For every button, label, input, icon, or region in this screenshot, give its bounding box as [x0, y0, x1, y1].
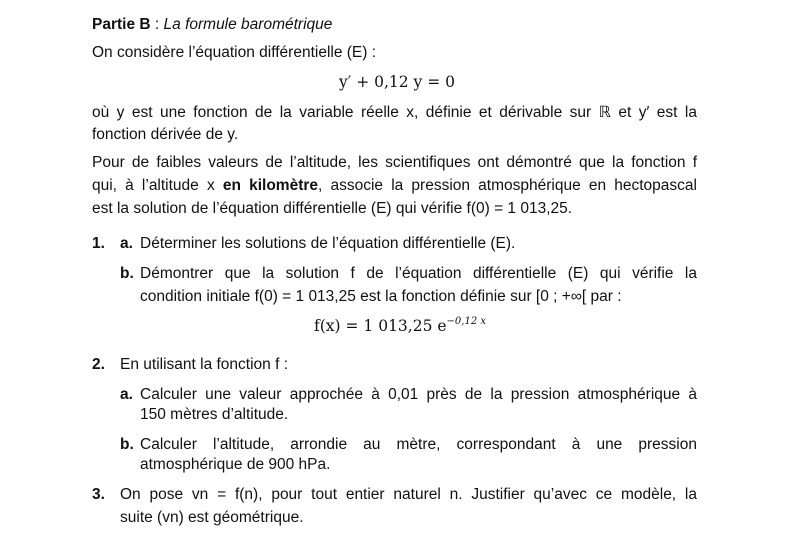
q2-text: En utilisant la fonction f :	[120, 356, 289, 373]
q1b-line-1: Démontrer que la solution f de l’équation différentielle (E) qui vérifie la	[140, 265, 697, 282]
q2b-line-2: atmosphérique de 900 hPa.	[140, 456, 331, 473]
q2a-label: a.	[120, 386, 133, 403]
q1-formula-exponent: −0,12 x	[446, 316, 487, 327]
q3-line-1: On pose vn = f(n), pour tout entier naturel n. Justifier qu’avec ce modèle, la	[120, 486, 697, 503]
context-line-3: est la solution de l’équation différentielle (E) qui vérifie f(0) = 1 013,25.	[92, 200, 573, 217]
part-label: Partie B	[92, 16, 151, 33]
context-line-2	[92, 177, 697, 195]
part-title: La formule barométrique	[163, 16, 333, 33]
q3-number: 3.	[92, 486, 105, 503]
intro-line-1: On considère l’équation différentielle (E) :	[92, 44, 377, 61]
q2a-line-1: Calculer une valeur approchée à 0,01 près de la pression atmosphérique à	[140, 386, 697, 403]
intro-line-3: fonction dérivée de y.	[92, 126, 239, 143]
q1-formula	[314, 316, 486, 335]
part-separator: :	[150, 16, 164, 33]
q2a-line-2: 150 mètres d’altitude.	[140, 406, 289, 423]
q1-number: 1.	[92, 235, 105, 252]
q1a-text: Déterminer les solutions de l’équation différentielle (E).	[140, 235, 516, 252]
q1b-label: b.	[120, 265, 134, 282]
context-line-2-pre: qui, à l’altitude x	[92, 177, 223, 194]
context-line-2-post: , associe la pression atmosphérique en hectopascal	[318, 177, 697, 194]
intro-equation: y′ + 0,12 y = 0	[339, 73, 456, 91]
part-heading	[92, 16, 332, 34]
q2b-label: b.	[120, 436, 134, 453]
q2b-line-1: Calculer l’altitude, arrondie au mètre, correspondant à une pression	[140, 436, 697, 453]
q1b-line-2: condition initiale f(0) = 1 013,25 est la fonction définie sur [0 ; +∞[ par :	[140, 288, 622, 305]
context-line-2-bold: en kilomètre	[222, 177, 319, 194]
q1a-label: a.	[120, 235, 133, 252]
q3-line-2: suite (vn) est géométrique.	[120, 509, 304, 526]
intro-line-2: où y est une fonction de la variable réelle x, définie et dérivable sur ℝ et y′ est la	[92, 104, 697, 121]
context-line-1: Pour de faibles valeurs de l’altitude, les scientifiques ont démontré que la fonction f	[92, 154, 697, 171]
q2-number: 2.	[92, 356, 105, 373]
q1-formula-base: f(x) = 1 013,25 e	[314, 317, 447, 335]
